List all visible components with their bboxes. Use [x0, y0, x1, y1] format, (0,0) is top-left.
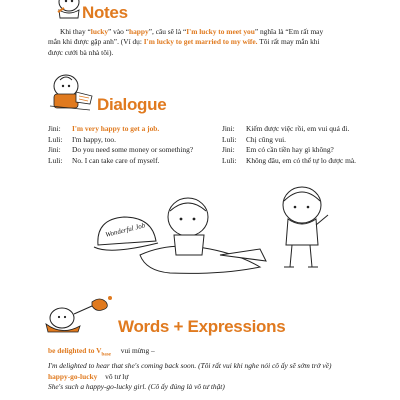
dialogue-line: Luli: No. I can take care of myself.: [48, 155, 160, 165]
notes-title: Notes: [82, 3, 128, 22]
dialogue-line: Luli: I'm happy, too.: [48, 134, 116, 144]
dialogue-line: Jini: Kiếm được việc rồi, em vui quá đi.: [222, 124, 350, 133]
term-row: happy-go-lucky vô tư lự: [48, 371, 129, 381]
cap-label: Wonderful Job: [104, 221, 147, 239]
example-row: I'm delighted to hear that she's coming back soon. (Tôi rất vui khi nghe nói cô ấy sẽ sớm trở về): [48, 361, 332, 371]
dialogue-title: Dialogue: [97, 95, 167, 114]
dialogue-english: [48, 124, 223, 166]
notes-mascot-icon: [54, 0, 84, 20]
words-title: Words + Expressions: [118, 317, 286, 336]
dialogue-line: Luli: Chị cũng vui.: [222, 134, 287, 144]
notes-paragraph: Khi thay “lucky” vào “happy”, câu sẽ là “I'm lucky to meet you” nghĩa là “Em rất may mắn khi được gặp anh”. (Ví dụ: I'm lucky to get married to my wife. Tôi rất may mắn khi được cưới bà nhà tôi).: [48, 27, 324, 57]
dialogue-line: Jini: I'm very happy to get a job.: [48, 124, 160, 133]
dialogue-illustration: [80, 175, 380, 285]
example-row: She's such a happy-go-lucky girl. (Cô ấy đúng là vô tư thật): [48, 382, 225, 392]
words-list: [48, 346, 398, 393]
dialogue-mascot-icon: [46, 72, 98, 112]
dialogue-line: Jini: Em có cần tiền hay gì không?: [222, 145, 334, 155]
dialogue-line: Jini: Do you need some money or something?: [48, 145, 194, 155]
dialogue-vietnamese: [222, 124, 397, 166]
words-mascot-icon: [40, 292, 116, 336]
dialogue-line: Luli: Không đâu, em có thể tự lo được mà.: [222, 155, 357, 165]
term-row: be delighted to $V_{base}$ vui mừng –: [48, 346, 155, 358]
